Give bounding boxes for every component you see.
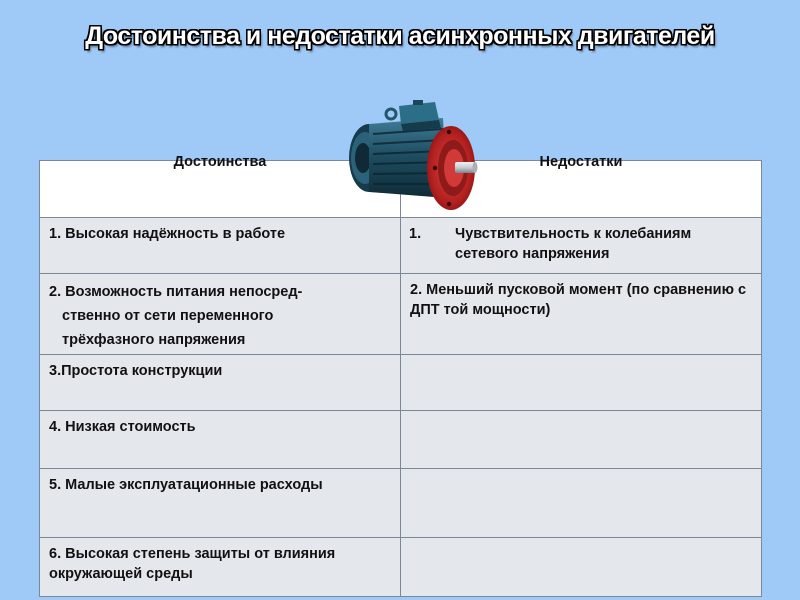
advantage-line: трёхфазного напряжения xyxy=(62,332,246,348)
header-advantages-label: Достоинства xyxy=(173,154,267,170)
table-row xyxy=(40,469,762,538)
advantage-text: 1. Высокая надёжность в работе xyxy=(49,226,286,242)
lifting-eye xyxy=(386,109,396,119)
disadvantage-cell xyxy=(401,411,762,469)
disadvantage-text: 2. Меньший пусковой момент (по сравнению с ДПТ той мощности) xyxy=(410,282,747,318)
table-row xyxy=(40,355,762,411)
table-row xyxy=(40,411,762,469)
disadvantage-text xyxy=(401,355,761,361)
electric-motor-icon xyxy=(343,98,483,223)
disadvantage-text xyxy=(401,469,761,475)
disadvantage-cell xyxy=(401,355,762,411)
motor-fan-center xyxy=(355,143,371,173)
disadvantage-cell xyxy=(401,274,762,355)
advantage-cell xyxy=(40,355,401,411)
table-row xyxy=(40,218,762,274)
header-disadvantages-label: Недостатки xyxy=(539,154,623,170)
advantage-cell xyxy=(40,274,401,355)
advantage-cell xyxy=(40,411,401,469)
table-row xyxy=(40,538,762,597)
advantage-cell xyxy=(40,218,401,274)
advantage-text: 4. Низкая стоимость xyxy=(49,419,196,435)
disadvantage-text xyxy=(401,538,761,544)
slide-title: Достоинства и недостатки асинхронных двигателей xyxy=(85,22,715,50)
advantage-cell xyxy=(40,538,401,597)
disadvantage-cell xyxy=(401,469,762,538)
motor-shaft xyxy=(455,162,475,173)
disadvantage-text: Чувствительность к колебаниям сетевого напряжения xyxy=(455,226,692,262)
numbered-item xyxy=(401,218,761,264)
advantage-line: ственно от сети переменного xyxy=(62,308,274,324)
table-row xyxy=(40,274,762,355)
advantage-text: 3.Простота конструкции xyxy=(49,363,223,379)
advantage-line: 2. Возможность питания непосред- xyxy=(49,284,303,300)
advantage-text-block xyxy=(40,274,400,352)
advantage-text: 5. Малые эксплуатационные расходы xyxy=(49,477,323,493)
advantage-cell xyxy=(40,469,401,538)
item-number: 1. xyxy=(409,226,422,242)
comparison-table xyxy=(39,154,762,597)
advantage-text: 6. Высокая степень защиты от влияния окружающей среды xyxy=(49,546,336,582)
disadvantage-text xyxy=(401,411,761,417)
disadvantage-cell xyxy=(401,538,762,597)
disadvantage-cell xyxy=(401,218,762,274)
